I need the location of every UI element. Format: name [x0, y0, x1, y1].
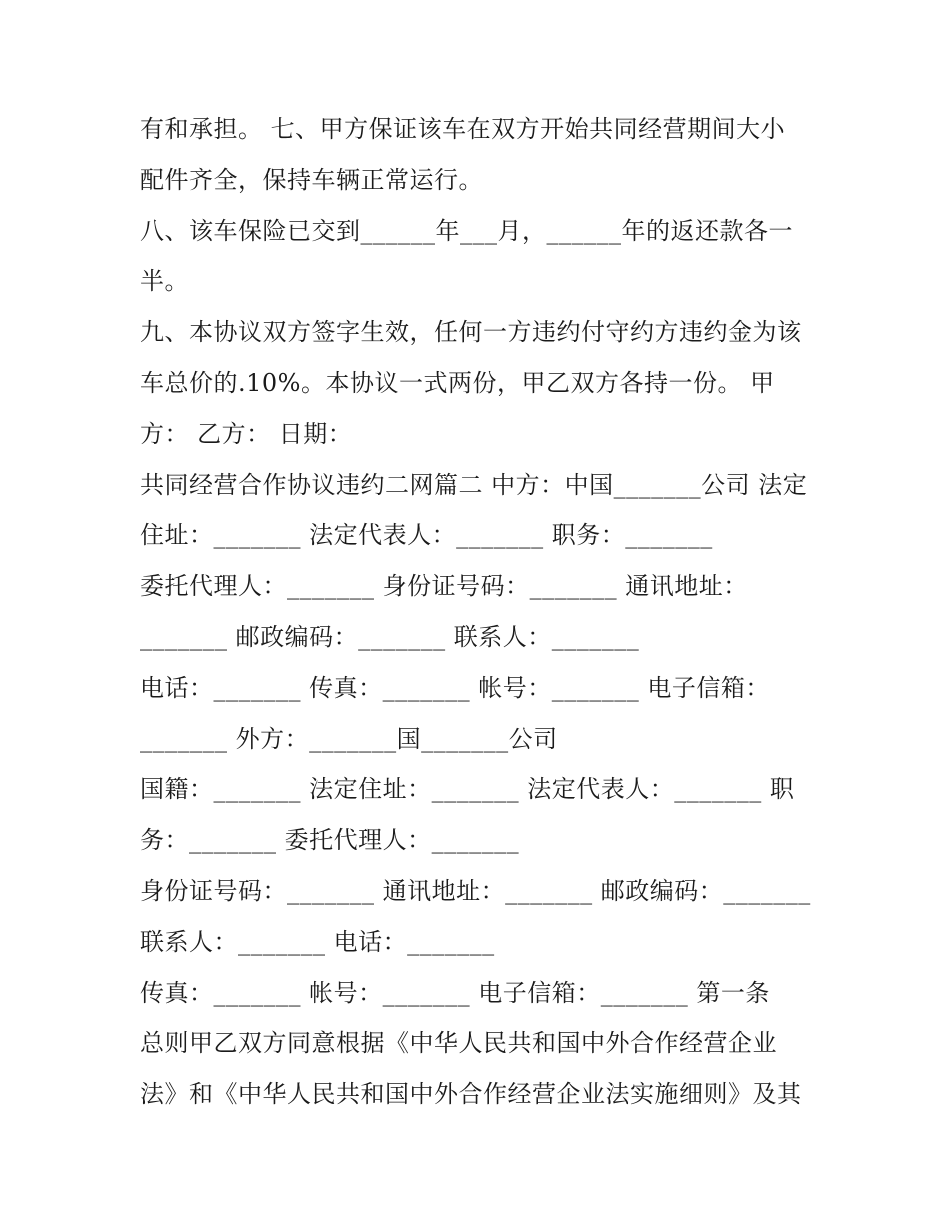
text-line: 务：_______ 委托代理人：_______ — [140, 826, 520, 855]
text-line: 车总价的.10%。本协议一式两份，甲乙双方各持一份。 甲 — [140, 368, 775, 397]
text-line: _______ 外方：_______国_______公司 — [140, 724, 558, 753]
text-line: 联系人：_______ 电话：_______ — [140, 927, 495, 956]
text-line: 国籍：_______ 法定住址：_______ 法定代表人：_______ 职 — [140, 775, 795, 804]
text-line: 法》和《中华人民共和国中外合作经营企业法实施细则》及其 — [140, 1080, 802, 1109]
text-line: 九、本协议双方签字生效，任何一方违约付守约方违约金为该 — [140, 318, 802, 347]
text-line: 配件齐全，保持车辆正常运行。 — [140, 165, 483, 194]
text-line: 八、该车保险已交到______年___月，______年的返还款各一 — [140, 216, 793, 245]
text-line: 半。 — [140, 267, 189, 296]
text-line: 方： 乙方： 日期： — [140, 419, 353, 448]
text-line: 共同经营合作协议违约二网篇二 中方：中国_______公司 法定 — [140, 470, 808, 499]
text-line: 住址：_______ 法定代表人：_______ 职务：_______ — [140, 521, 713, 550]
text-line: 电话：_______ 传真：_______ 帐号：_______ 电子信箱： — [140, 673, 770, 702]
text-line: 有和承担。 七、甲方保证该车在双方开始共同经营期间大小 — [140, 115, 786, 143]
text-line: 委托代理人：_______ 身份证号码：_______ 通讯地址： — [140, 572, 748, 601]
text-line: _______ 邮政编码：_______ 联系人：_______ — [140, 622, 640, 651]
text-line: 身份证号码：_______ 通讯地址：_______ 邮政编码：_______ — [140, 876, 811, 905]
text-line: 总则甲乙双方同意根据《中华人民共和国中外合作经营企业 — [140, 1029, 777, 1058]
text-line: 传真：_______ 帐号：_______ 电子信箱：_______ 第一条 — [140, 978, 770, 1007]
document-body — [140, 104, 830, 1120]
